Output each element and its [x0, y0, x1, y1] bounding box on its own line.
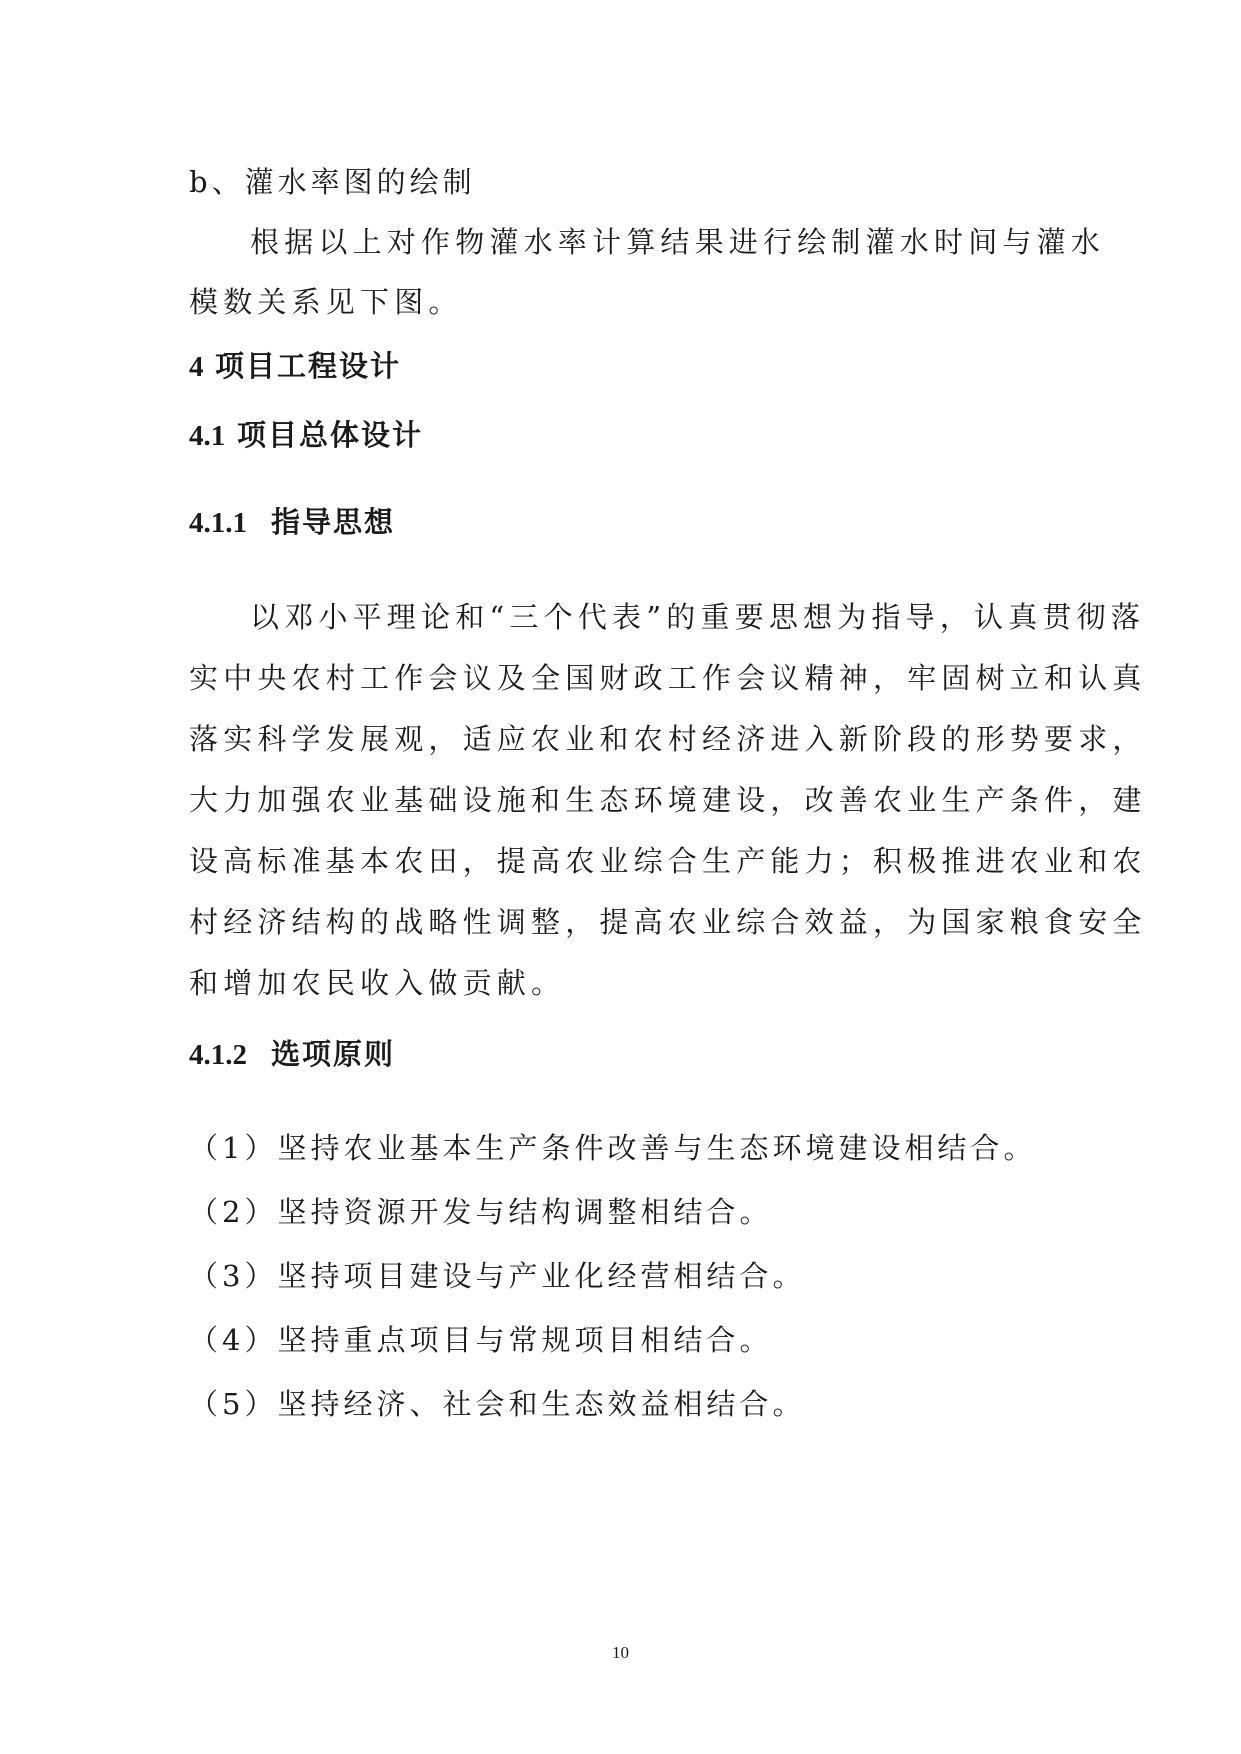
heading-4-1-1	[189, 502, 395, 543]
paragraph-line: 落实科学发展观，适应农业和农村经济进入新阶段的形势要求，	[189, 722, 1147, 756]
heading-title: 选项原则	[271, 1037, 396, 1071]
heading-number: 4	[189, 351, 204, 383]
principle-item: （1）坚持农业基本生产条件改善与生态环境建设相结合。	[189, 1131, 1037, 1165]
paragraph-line: 设高标准基本农田，提高农业综合生产能力；积极推进农业和农	[189, 844, 1147, 878]
paragraph-line: 根据以上对作物灌水率计算结果进行绘制灌水时间与灌水	[250, 225, 1106, 259]
principle-item: （4）坚持重点项目与常规项目相结合。	[189, 1323, 773, 1357]
heading-4-1-2	[189, 1034, 395, 1075]
page-number: 10	[612, 1643, 629, 1662]
heading-number: 4.1	[189, 420, 226, 452]
heading-4-1	[189, 415, 423, 456]
paragraph-line: 以邓小平理论和“三个代表”的重要思想为指导，认真贯彻落	[250, 600, 1146, 634]
principle-item: （3）坚持项目建设与产业化经营相结合。	[189, 1259, 806, 1293]
heading-title: 项目总体设计	[237, 418, 424, 452]
paragraph-line: 和增加农民收入做贡献。	[189, 966, 566, 1000]
heading-4	[189, 346, 401, 387]
principle-item: （5）坚持经济、社会和生态效益相结合。	[189, 1387, 806, 1421]
heading-number: 4.1.2	[189, 1039, 247, 1071]
paragraph-line: 实中央农村工作会议及全国财政工作会议精神，牢固树立和认真	[189, 661, 1147, 695]
paragraph-line: 模数关系见下图。	[189, 285, 463, 319]
subsection-b-title: b、灌水率图的绘制	[189, 165, 476, 199]
heading-title: 项目工程设计	[215, 349, 402, 383]
paragraph-line: 大力加强农业基础设施和生态环境建设，改善农业生产条件，建	[189, 783, 1147, 817]
heading-number: 4.1.1	[189, 507, 247, 539]
paragraph-line: 村经济结构的战略性调整，提高农业综合效益，为国家粮食安全	[189, 905, 1147, 939]
heading-title: 指导思想	[271, 505, 396, 539]
principle-item: （2）坚持资源开发与结构调整相结合。	[189, 1195, 773, 1229]
